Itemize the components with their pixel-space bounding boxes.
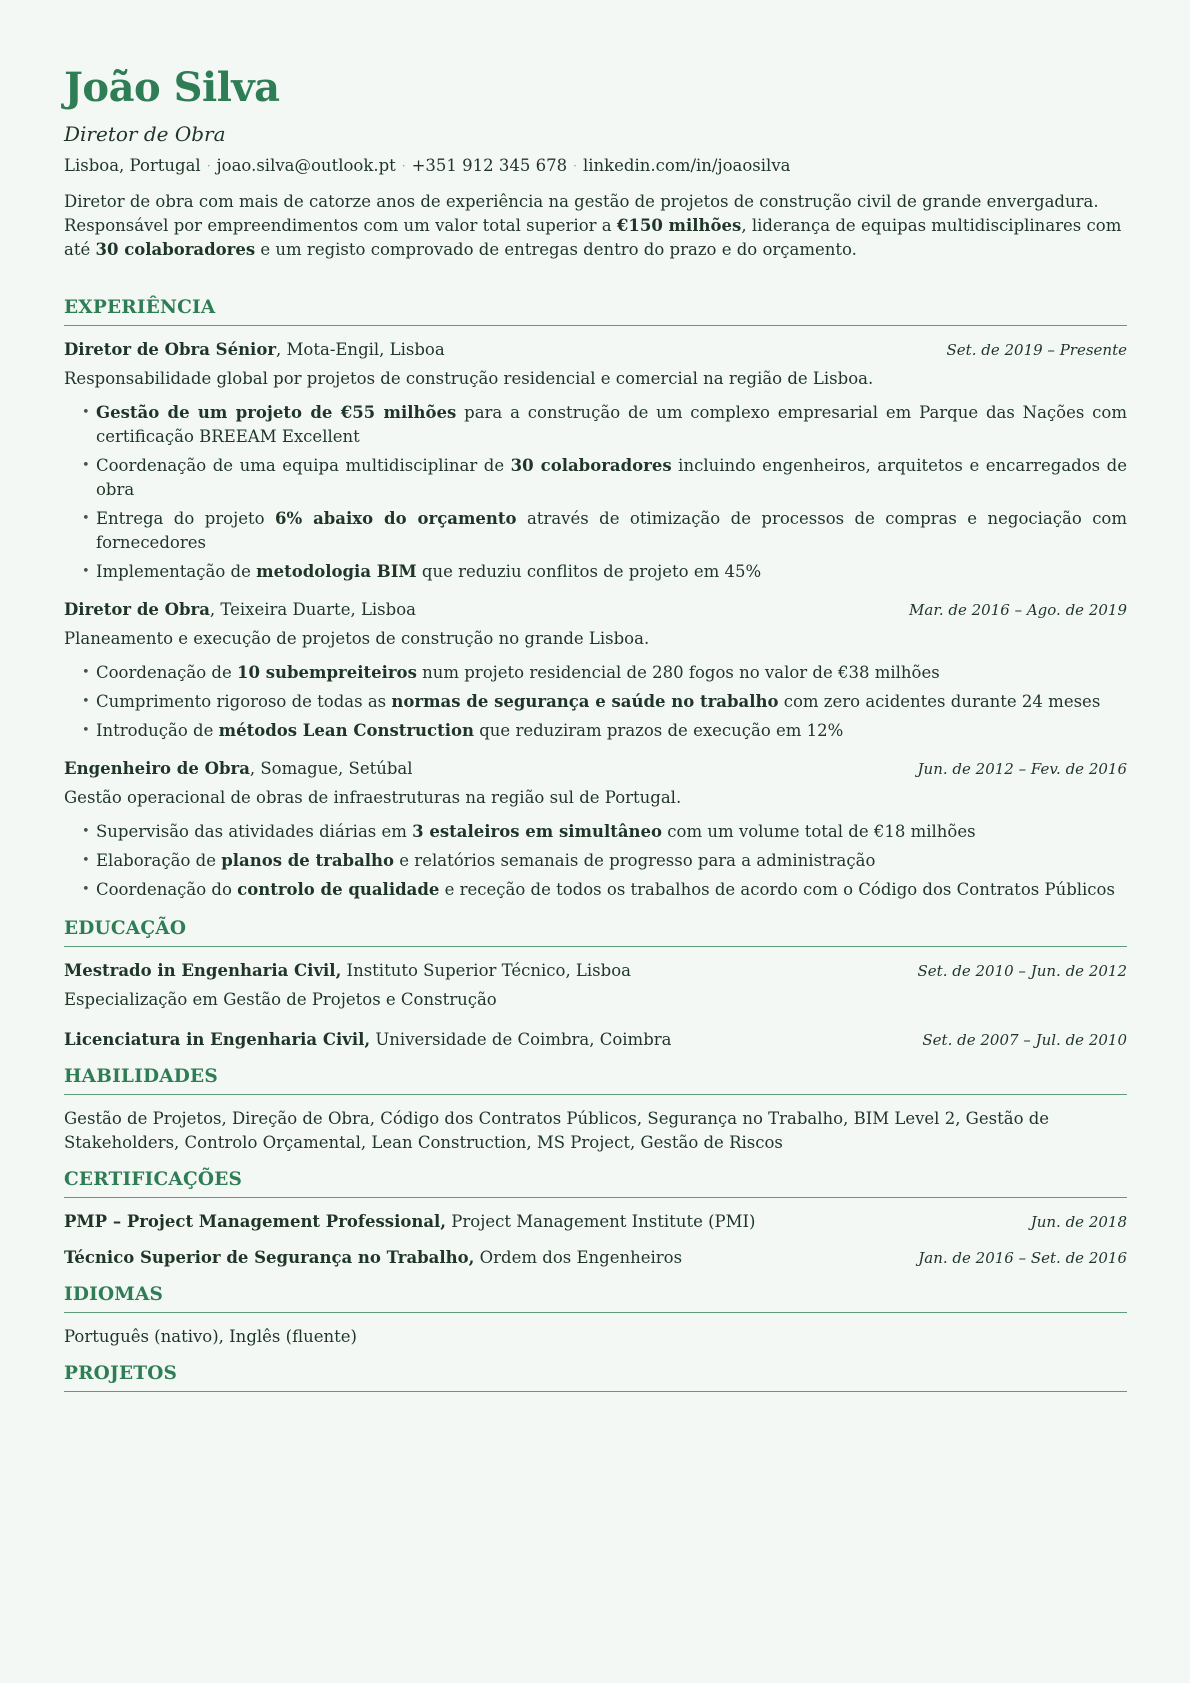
experience-entry (64, 598, 1127, 743)
achievement-highlight: 6% abaixo do orçamento (274, 509, 517, 528)
job-role: Diretor de Obra Sénior (64, 340, 277, 359)
entry-title (64, 1246, 682, 1270)
entry-title (64, 598, 416, 622)
job-dates: Jun. de 2012 – Fev. de 2016 (917, 760, 1127, 778)
contact-separator: · (206, 159, 211, 173)
school-name: Instituto Superior Técnico, Lisboa (341, 961, 631, 980)
achievement-highlight: 30 colaboradores (510, 456, 672, 475)
entry-title (64, 338, 445, 362)
languages-section (64, 1282, 1127, 1349)
achievement-item (82, 454, 1127, 502)
achievement-item (82, 719, 1127, 743)
achievement-item (82, 401, 1127, 449)
achievement-item (82, 878, 1127, 902)
certification-issuer: Ordem dos Engenheiros (474, 1248, 683, 1267)
achievement-text: que reduziram prazos de execução em 12% (474, 721, 844, 740)
projects-section (64, 1361, 1127, 1392)
summary-highlight: €150 milhões (616, 216, 742, 235)
job-description: Responsabilidade global por projetos de construção residencial e comercial na região de Lisboa. (64, 369, 874, 388)
summary-highlight: 30 colaboradores (95, 240, 256, 259)
certifications-section (64, 1167, 1127, 1270)
contact-line (64, 154, 1127, 178)
achievement-text: Supervisão das atividades diárias em (96, 822, 413, 841)
job-dates: Mar. de 2016 – Ago. de 2019 (909, 601, 1127, 619)
contact-linkedin[interactable]: linkedin.com/in/joaosilva (582, 156, 791, 175)
contact-email[interactable]: joao.silva@outlook.pt (216, 156, 396, 175)
section-title-experience: EXPERIÊNCIA (64, 295, 1127, 326)
achievement-text: Elaboração de (96, 851, 222, 870)
certification-name: Técnico Superior de Segurança no Trabalho, (64, 1248, 475, 1267)
job-role: Diretor de Obra (64, 600, 210, 619)
experience-entry (64, 757, 1127, 902)
achievement-highlight: normas de segurança e saúde no trabalho (391, 692, 779, 711)
achievement-text: Introdução de (96, 721, 219, 740)
entry-title (64, 757, 413, 781)
achievement-item (82, 849, 1127, 873)
experience-section (64, 295, 1127, 902)
certification-entry (64, 1210, 1127, 1234)
section-title-languages: IDIOMAS (64, 1282, 1127, 1313)
resume-header (64, 60, 1127, 262)
resume-page (64, 60, 1127, 1404)
education-section (64, 916, 1127, 1052)
school-name: Universidade de Coimbra, Coimbra (370, 1030, 672, 1049)
entry-header (64, 338, 1127, 362)
achievement-text: para a construção de um complexo empresarial em Parque das Nações com certificação BREEAM Excellent (96, 403, 1127, 446)
job-company: , Mota-Engil, Lisboa (276, 340, 445, 359)
certification-entry (64, 1246, 1127, 1270)
education-entry (64, 959, 1127, 1012)
education-description: Especialização em Gestão de Projetos e Construção (64, 990, 497, 1009)
achievement-text: através de otimização de processos de compras e negociação com fornecedores (96, 509, 1128, 552)
achievement-text: Coordenação de uma equipa multidisciplinar de (96, 456, 511, 475)
candidate-name: João Silva (64, 64, 280, 111)
achievement-text: incluindo engenheiros, arquitetos e encarregados de obra (96, 456, 1128, 499)
skills-section (64, 1064, 1127, 1155)
entry-title (64, 1028, 671, 1052)
achievement-item (82, 820, 1127, 844)
job-dates: Set. de 2019 – Presente (946, 341, 1127, 359)
education-entry (64, 1028, 1127, 1052)
achievement-item (82, 507, 1127, 555)
achievement-item (82, 690, 1127, 714)
achievement-text: com um volume total de €18 milhões (662, 822, 976, 841)
contact-location: Lisboa, Portugal (64, 156, 201, 175)
achievement-text: e receção de todos os trabalhos de acordo com o Código dos Contratos Públicos (439, 880, 1115, 899)
degree-name: Mestrado in Engenharia Civil, (64, 961, 342, 980)
entry-header (64, 959, 1127, 983)
achievement-text: Coordenação de (96, 663, 237, 682)
achievement-highlight: metodologia BIM (256, 562, 417, 581)
certification-name: PMP – Project Management Professional, (64, 1212, 447, 1231)
achievement-list (64, 820, 1127, 902)
achievement-text: Coordenação do (96, 880, 238, 899)
entry-header (64, 757, 1127, 781)
entry-title (64, 959, 631, 983)
achievement-highlight: planos de trabalho (221, 851, 395, 870)
achievement-item (82, 560, 1127, 584)
achievement-list (64, 401, 1127, 584)
job-company: , Teixeira Duarte, Lisboa (209, 600, 416, 619)
certification-date: Jun. de 2018 (1030, 1213, 1127, 1231)
job-role: Engenheiro de Obra (64, 759, 250, 778)
entry-title (64, 1210, 755, 1234)
skills-list: Gestão de Projetos, Direção de Obra, Código dos Contratos Públicos, Segurança no Trabalho, BIM Level 2, Gestão de Stakeholders, Controlo Orçamental, Lean Construction, MS Project, Gestão de Riscos (64, 1109, 1050, 1152)
achievement-highlight: controlo de qualidade (237, 880, 440, 899)
entry-header (64, 598, 1127, 622)
certification-date: Jan. de 2016 – Set. de 2016 (918, 1249, 1127, 1267)
job-description: Gestão operacional de obras de infraestruturas na região sul de Portugal. (64, 788, 682, 807)
candidate-headline: Diretor de Obra (64, 122, 226, 146)
achievement-highlight: 10 subempreiteiros (237, 663, 417, 682)
achievement-text: e relatórios semanais de progresso para a administração (394, 851, 876, 870)
achievement-highlight: Gestão de um projeto de €55 milhões (96, 403, 457, 422)
achievement-highlight: métodos Lean Construction (218, 721, 474, 740)
achievement-highlight: 3 estaleiros em simultâneo (412, 822, 663, 841)
summary-text: e um registo comprovado de entregas dentro do prazo e do orçamento. (255, 240, 857, 259)
professional-summary (64, 190, 1127, 262)
contact-separator: · (573, 159, 577, 173)
contact-separator: · (401, 159, 406, 173)
section-title-certifications: CERTIFICAÇÕES (64, 1167, 1127, 1198)
section-title-projects: PROJETOS (64, 1361, 1127, 1392)
education-dates: Set. de 2010 – Jun. de 2012 (917, 962, 1127, 980)
achievement-list (64, 661, 1127, 743)
contact-phone[interactable]: +351 912 345 678 (411, 156, 568, 175)
experience-entry (64, 338, 1127, 584)
education-dates: Set. de 2007 – Jul. de 2010 (922, 1031, 1127, 1049)
section-title-skills: HABILIDADES (64, 1064, 1127, 1095)
achievement-text: Cumprimento rigoroso de todas as (96, 692, 392, 711)
achievement-text: num projeto residencial de 280 fogos no valor de €38 milhões (416, 663, 940, 682)
achievement-text: que reduziu conflitos de projeto em 45% (416, 562, 762, 581)
summary-text: Diretor de obra com mais de catorze anos de experiência na gestão de projetos de construção civil de grande envergadura. Responsável por empreendimentos com um valor total superior a (64, 192, 1099, 235)
achievement-text: com zero acidentes durante 24 meses (778, 692, 1101, 711)
languages-list: Português (nativo), Inglês (fluente) (64, 1327, 357, 1346)
summary-text: , liderança de equipas multidisciplinares com até (64, 216, 1122, 259)
job-company: , Somague, Setúbal (249, 759, 413, 778)
achievement-item (82, 661, 1127, 685)
entry-header (64, 1028, 1127, 1052)
certification-issuer: Project Management Institute (PMI) (446, 1212, 756, 1231)
section-title-education: EDUCAÇÃO (64, 916, 1127, 947)
degree-name: Licenciatura in Engenharia Civil, (64, 1030, 371, 1049)
job-description: Planeamento e execução de projetos de construção no grande Lisboa. (64, 629, 650, 648)
achievement-text: Implementação de (96, 562, 257, 581)
achievement-text: Entrega do projeto (96, 509, 275, 528)
